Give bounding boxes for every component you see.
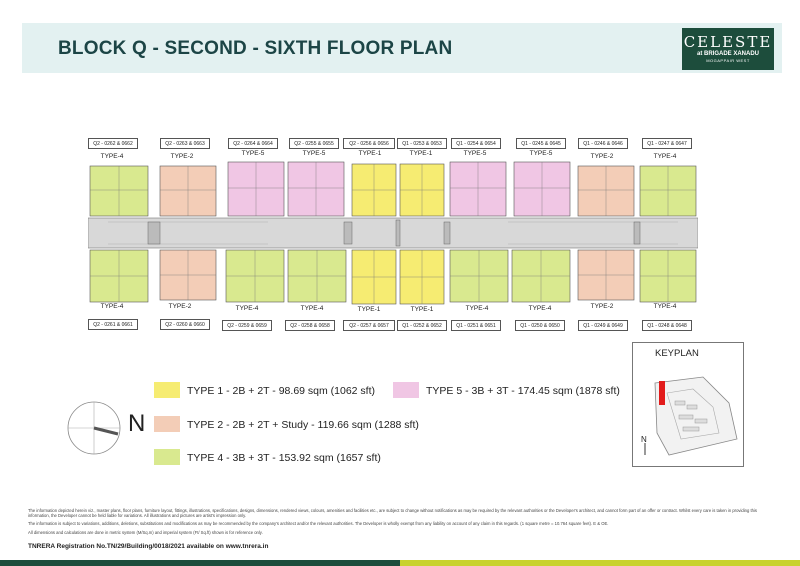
unit-label-bottom-9: Q1 - 0249 & 0649 xyxy=(578,320,628,331)
unit-label-top-8: Q1 - 0245 & 0645 xyxy=(516,138,566,149)
type-label-bottom-9: TYPE-2 xyxy=(590,303,614,310)
unit-label-top-5: Q2 - 0256 & 0656 xyxy=(343,138,395,149)
type-label-top-5: TYPE-1 xyxy=(358,150,382,157)
type-label-bottom-4: TYPE-4 xyxy=(300,305,324,312)
keyplan xyxy=(632,342,744,467)
legend-label-type-5: TYPE 5 - 3B + 3T - 174.45 sqm (1878 sft) xyxy=(426,385,620,397)
unit-label-bottom-7: Q1 - 0251 & 0651 xyxy=(451,320,501,331)
legend-swatch-type-4 xyxy=(154,449,180,465)
logo-sub: at BRIGADE XANADU xyxy=(696,51,759,57)
type-label-top-9: TYPE-2 xyxy=(590,153,614,160)
type-label-bottom-10: TYPE-4 xyxy=(653,303,677,310)
unit-label-bottom-8: Q1 - 0250 & 0650 xyxy=(515,320,565,331)
unit-label-top-7: Q1 - 0254 & 0654 xyxy=(451,138,501,149)
page-title: BLOCK Q - SECOND - SIXTH FLOOR PLAN xyxy=(58,38,453,59)
type-label-top-6: TYPE-1 xyxy=(409,150,433,157)
type-label-top-2: TYPE-2 xyxy=(170,153,194,160)
disclaimer-line-1: The information depicted herein viz., master plans, floor plans, furniture layout, fittings, illustrations, specifications, designs, dimensions, rendered views, colours, amenities and facilities etc., are subject to change without notifications as may be required by the relevant authorities or the Developer's architect, and cannot form part of an offer or contract. Whilst every care is taken in providing this information, the Developer cannot be held liable for variations. All illustrations and pictures are artist's impression only. xyxy=(28,508,758,518)
compass-icon xyxy=(66,400,122,456)
type-label-top-7: TYPE-5 xyxy=(463,150,487,157)
type-label-bottom-6: TYPE-1 xyxy=(410,306,434,313)
unit-label-top-4: Q2 - 0255 & 0655 xyxy=(289,138,339,149)
type-label-bottom-5: TYPE-1 xyxy=(357,306,381,313)
legend-swatch-type-1 xyxy=(154,382,180,398)
unit-label-top-3: Q2 - 0264 & 0664 xyxy=(228,138,278,149)
type-label-top-3: TYPE-5 xyxy=(241,150,265,157)
type-label-top-8: TYPE-5 xyxy=(529,150,553,157)
type-label-top-1: TYPE-4 xyxy=(100,153,124,160)
disclaimer-line-3: All dimensions and calculations are done in metric system (M/Sq.m) and imperial system (Ft/ Sq.ft) shown is for reference only. xyxy=(28,530,263,535)
unit-label-bottom-10: Q1 - 0248 & 0648 xyxy=(642,320,692,331)
type-label-bottom-8: TYPE-4 xyxy=(528,305,552,312)
legend-swatch-type-2 xyxy=(154,416,180,432)
legend-swatch-type-5 xyxy=(393,382,419,398)
keyplan-title: KEYPLAN xyxy=(655,348,699,359)
disclaimer-line-2: The information is subject to variations, additions, deletions, substitutions and modifications as may be recommended by the company's architect and/or the relevant authorities. The Developer is wholly exempt from any liability on account of any claim in this regards. (1 square metre = 10.764 square feet). E & OE. xyxy=(28,521,609,526)
north-label: N xyxy=(128,410,146,437)
unit-label-bottom-1: Q2 - 0261 & 0661 xyxy=(88,319,138,330)
unit-label-top-6: Q1 - 0253 & 0653 xyxy=(397,138,447,149)
type-label-bottom-2: TYPE-2 xyxy=(168,303,192,310)
unit-label-top-9: Q1 - 0246 & 0646 xyxy=(578,138,628,149)
legend-label-type-1: TYPE 1 - 2B + 2T - 98.69 sqm (1062 sft) xyxy=(187,385,376,397)
bottom-brand-bar xyxy=(0,560,800,566)
unit-label-bottom-2: Q2 - 0260 & 0660 xyxy=(160,319,210,330)
logo-location: MOGAPPAIR WEST xyxy=(706,58,750,63)
keyplan-map xyxy=(633,343,745,468)
unit-label-bottom-6: Q1 - 0252 & 0652 xyxy=(397,320,447,331)
rera-registration: TNRERA Registration No.TN/29/Building/0018/2021 available on www.tnrera.in xyxy=(28,543,269,550)
floor-plan-drawing xyxy=(88,160,698,310)
type-label-top-10: TYPE-4 xyxy=(653,153,677,160)
legend-label-type-4: TYPE 4 - 3B + 3T - 153.92 sqm (1657 sft) xyxy=(187,452,381,464)
unit-label-top-1: Q2 - 0262 & 0662 xyxy=(88,138,138,149)
unit-label-bottom-3: Q2 - 0259 & 0659 xyxy=(222,320,272,331)
logo-main: CELESTE xyxy=(683,33,773,51)
brand-logo xyxy=(682,28,774,70)
type-label-top-4: TYPE-5 xyxy=(302,150,326,157)
block-q-highlight xyxy=(659,381,665,405)
type-label-bottom-7: TYPE-4 xyxy=(465,305,489,312)
unit-label-bottom-5: Q2 - 0257 & 0657 xyxy=(343,320,395,331)
keyplan-north: N xyxy=(641,435,647,444)
type-label-bottom-1: TYPE-4 xyxy=(100,303,124,310)
legend-label-type-2: TYPE 2 - 2B + 2T + Study - 119.66 sqm (1288 sft) xyxy=(187,419,419,431)
type-label-bottom-3: TYPE-4 xyxy=(235,305,259,312)
unit-label-top-10: Q1 - 0247 & 0647 xyxy=(642,138,692,149)
corridor xyxy=(88,218,698,248)
unit-label-top-2: Q2 - 0263 & 0663 xyxy=(160,138,210,149)
unit-label-bottom-4: Q2 - 0258 & 0658 xyxy=(285,320,335,331)
